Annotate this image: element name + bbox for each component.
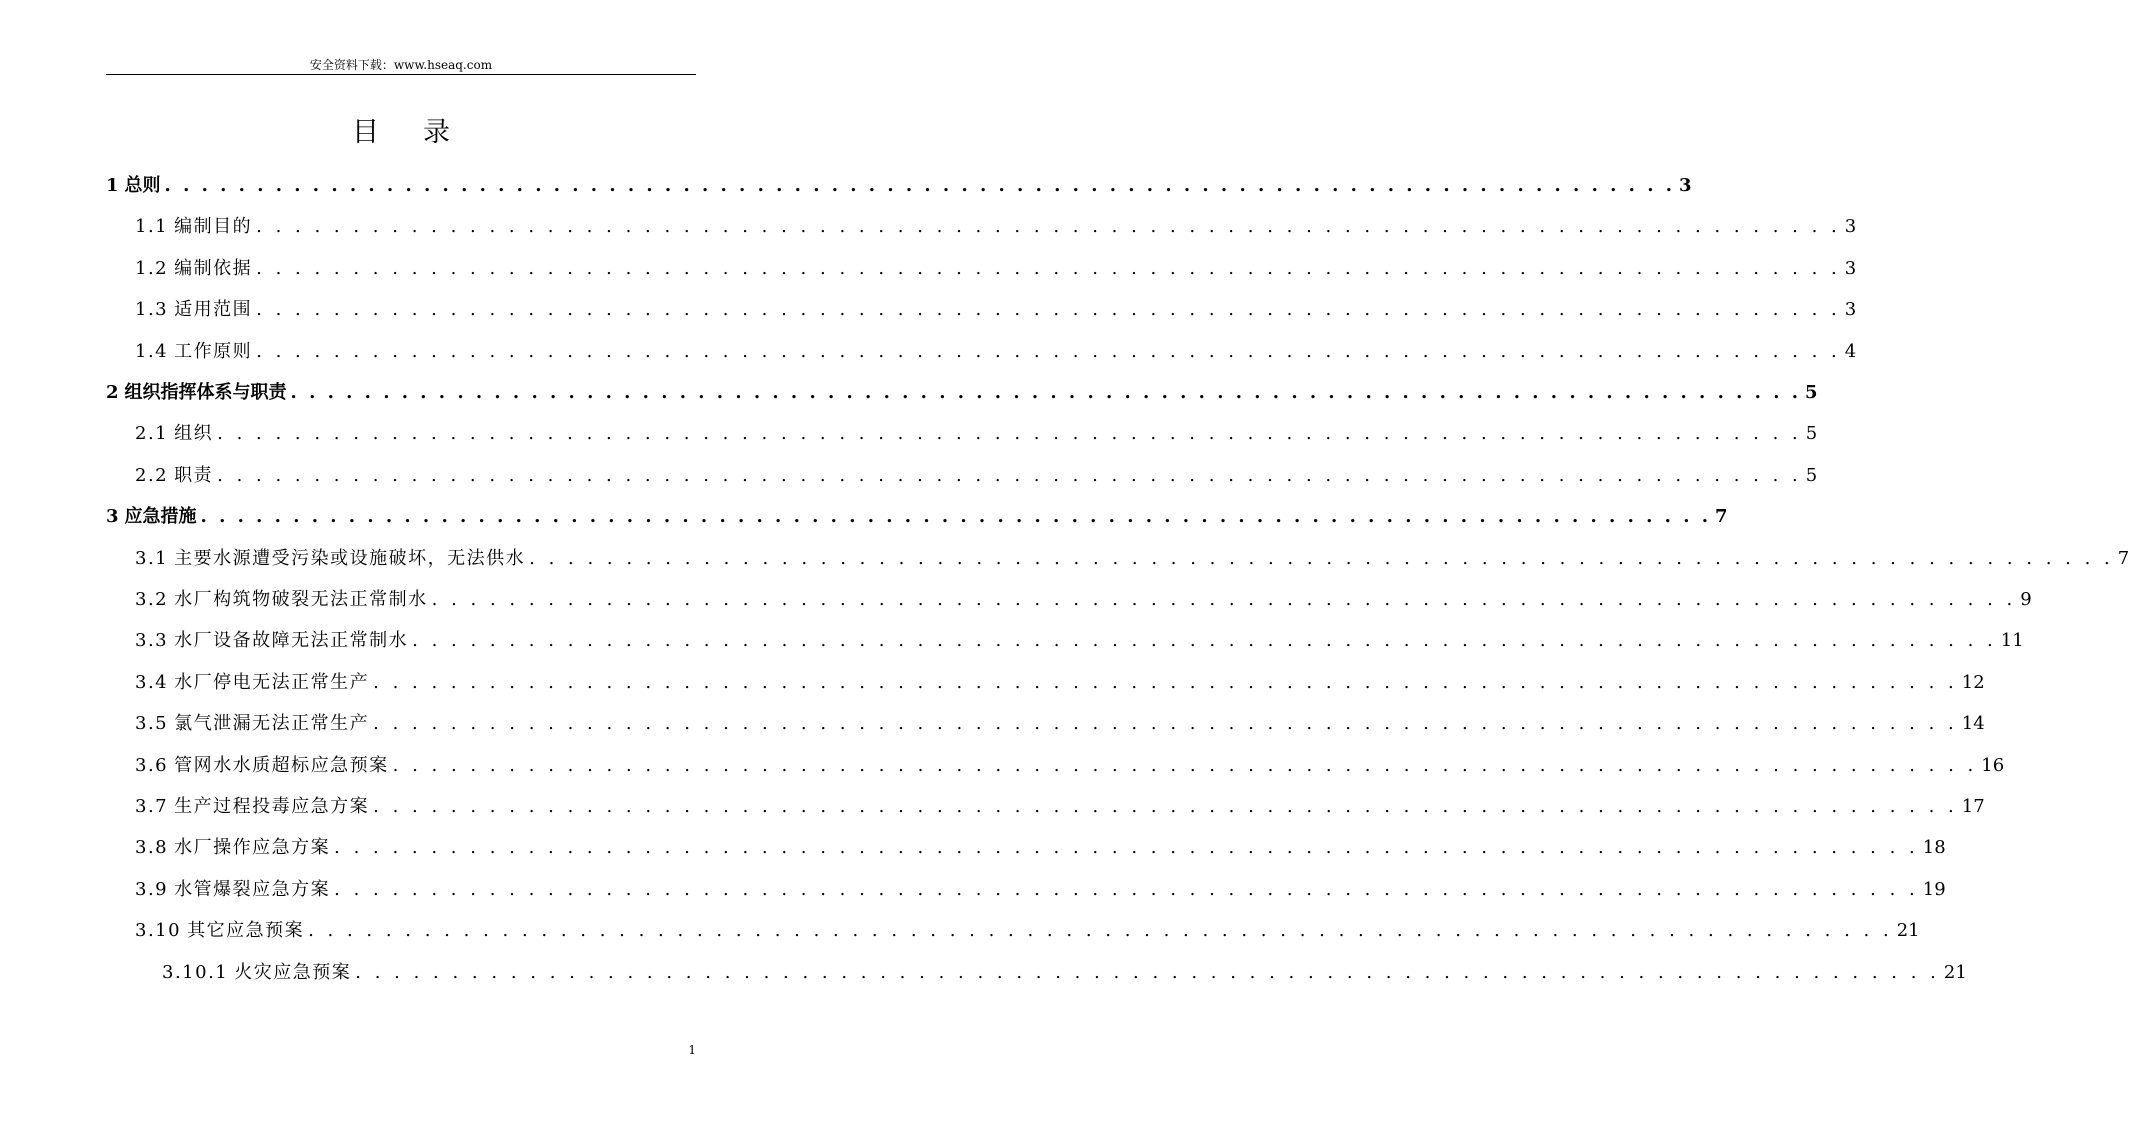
toc-entry-page: 9 (2020, 589, 2032, 610)
toc-dot-leader: . . . . . . . . . . . . . . . . . . . . . . . . . . . . . . . . . . . . . . . . . . . . . . . . . . . . . . . . . . . . . . . . . . . . . . . . . . . . . . . . . . (334, 837, 1919, 859)
toc-entry[interactable] (106, 379, 1818, 407)
toc-entry-title: 其它应急预案 (187, 920, 305, 942)
toc-dot-leader: . . . . . . . . . . . . . . . . . . . . . . . . . . . . . . . . . . . . . . . . . . . . . . . . . . . . . . . . . . . . . . . . . . . . . . . . . . . . . . . . . . (256, 257, 1841, 279)
toc-entry-title: 管网水水质超标应急预案 (174, 754, 389, 776)
toc-entry[interactable] (135, 296, 1857, 324)
toc-entry-number: 2.1 (135, 423, 169, 445)
toc-entry-number: 3.2 (135, 589, 169, 610)
toc-entry[interactable] (135, 255, 1857, 283)
toc-dot-leader: . . . . . . . . . . . . . . . . . . . . . . . . . . . . . . . . . . . . . . . . . . . . . . . . . . . . . . . . . . . . . . . . . . . . . . . . . . . . . . . . . . (355, 961, 1940, 983)
toc-entry-number: 3 (106, 506, 119, 528)
toc-entry-number: 3.7 (135, 796, 169, 817)
toc-entry-number: 3.10.1 (162, 961, 229, 983)
toc-entry-title: 水厂操作应急方案 (174, 837, 331, 859)
toc-entry-title: 编制依据 (174, 257, 253, 279)
toc-entry-page: 14 (1961, 713, 1985, 735)
toc-entry-title: 职责 (174, 464, 214, 486)
toc-entry[interactable] (106, 503, 1728, 531)
toc-dot-leader: . . . . . . . . . . . . . . . . . . . . . . . . . . . . . . . . . . . . . . . . . . . . . . . . . . . . . . . . . . . . . . . . . . . . . . . . . . . . . . . . . . (217, 464, 1802, 486)
toc-entry-page: 5 (1805, 464, 1818, 486)
toc-entry[interactable] (135, 793, 1985, 821)
toc-entry[interactable] (135, 669, 1985, 697)
toc-dot-leader: . . . . . . . . . . . . . . . . . . . . . . . . . . . . . . . . . . . . . . . . . . . . . . . . . . . . . . . . . . . . . . . . . . . . . . . . . . . . . . . . . . (373, 671, 1958, 693)
toc-entry-number: 1.4 (135, 340, 169, 362)
toc-entry-page: 7 (2117, 547, 2129, 569)
toc-entry-page: 3 (1844, 299, 1857, 321)
toc-dot-leader: . . . . . . . . . . . . . . . . . . . . . . . . . . . . . . . . . . . . . . . . . . . . . . . . . . . . . . . . . . . . . . . . . . . . . . . . . . . . . . . . . . (164, 175, 1675, 196)
toc-entry-page: 3 (1844, 257, 1857, 279)
toc-entry[interactable] (135, 420, 1818, 448)
toc-entry-number: 1.1 (135, 216, 169, 238)
toc-entry-page: 17 (1961, 796, 1985, 817)
toc-entry[interactable] (135, 752, 2005, 780)
toc-entry-title: 适用范围 (174, 299, 253, 321)
toc-entry-page: 7 (1715, 506, 1728, 528)
toc-entry-page: 18 (1922, 837, 1946, 859)
toc-dot-leader: . . . . . . . . . . . . . . . . . . . . . . . . . . . . . . . . . . . . . . . . . . . . . . . . . . . . . . . . . . . . . . . . . . . . . . . . . . . . . . . . . . (256, 216, 1841, 238)
toc-entry-page: 11 (2000, 630, 2024, 652)
toc-entry-title: 火灾应急预案 (234, 961, 352, 983)
toc-entry-number: 3.3 (135, 630, 169, 652)
toc-entry-title: 应急措施 (124, 506, 197, 528)
toc-entry-title: 水厂构筑物破裂无法正常制水 (174, 589, 428, 610)
toc-dot-leader: . . . . . . . . . . . . . . . . . . . . . . . . . . . . . . . . . . . . . . . . . . . . . . . . . . . . . . . . . . . . . . . . . . . . . . . . . . . . . . . . . . (431, 589, 2017, 610)
toc-entry-number: 3.6 (135, 754, 169, 776)
toc-dot-leader: . . . . . . . . . . . . . . . . . . . . . . . . . . . . . . . . . . . . . . . . . . . . . . . . . . . . . . . . . . . . . . . . . . . . . . . . . . . . . . . . . . (412, 630, 1997, 652)
toc-title: 目录 (352, 117, 494, 148)
toc-entry-number: 3.5 (135, 713, 169, 735)
toc-entry[interactable] (135, 710, 1985, 738)
toc-entry-number: 3.8 (135, 837, 169, 859)
toc-dot-leader: . . . . . . . . . . . . . . . . . . . . . . . . . . . . . . . . . . . . . . . . . . . . . . . . . . . . . . . . . . . . . . . . . . . . . . . . . . . . . . . . . . (529, 547, 2114, 569)
toc-entry[interactable] (135, 627, 2024, 655)
toc-entry-title: 生产过程投毒应急方案 (174, 796, 370, 817)
toc-entry-number: 2.2 (135, 464, 169, 486)
toc-entry[interactable] (135, 834, 1946, 862)
toc-entry-page: 3 (1679, 175, 1692, 196)
toc-entry[interactable] (135, 338, 1857, 366)
toc-dot-leader: . . . . . . . . . . . . . . . . . . . . . . . . . . . . . . . . . . . . . . . . . . . . . . . . . . . . . . . . . . . . . . . . . . . . . . . . . . . . . . . . . . (200, 506, 1711, 528)
toc-entry-number: 1 (106, 175, 119, 196)
toc-entry-title: 工作原则 (174, 340, 253, 362)
page-header: 安全资料下载：www.hseaq.com (309, 58, 493, 72)
toc-entry-number: 3.10 (135, 920, 182, 942)
toc-entry-title: 氯气泄漏无法正常生产 (174, 713, 370, 735)
toc-entry-page: 5 (1805, 423, 1818, 445)
toc-entry-title: 组织指挥体系与职责 (124, 382, 287, 403)
toc-dot-leader: . . . . . . . . . . . . . . . . . . . . . . . . . . . . . . . . . . . . . . . . . . . . . . . . . . . . . . . . . . . . . . . . . . . . . . . . . . . . . . . . . . (256, 299, 1841, 321)
toc-dot-leader: . . . . . . . . . . . . . . . . . . . . . . . . . . . . . . . . . . . . . . . . . . . . . . . . . . . . . . . . . . . . . . . . . . . . . . . . . . . . . . . . . . (256, 340, 1841, 362)
toc-entry-number: 3.1 (135, 547, 169, 569)
toc-dot-leader: . . . . . . . . . . . . . . . . . . . . . . . . . . . . . . . . . . . . . . . . . . . . . . . . . . . . . . . . . . . . . . . . . . . . . . . . . . . . . . . . . . (217, 423, 1802, 445)
toc-entry-number: 1.3 (135, 299, 169, 321)
toc-entry-title: 水管爆裂应急方案 (174, 878, 331, 900)
toc-entry-page: 21 (1943, 961, 1967, 983)
toc-entry-title: 主要水源遭受污染或设施破坏，无法供水 (174, 547, 526, 569)
toc-entry-page: 16 (1981, 754, 2005, 776)
toc-entry-title: 组织 (174, 423, 214, 445)
page-number: 1 (688, 1043, 696, 1057)
toc-entry-title: 水厂设备故障无法正常制水 (174, 630, 409, 652)
toc-entry-page: 12 (1961, 671, 1985, 693)
toc-entry[interactable] (135, 876, 1946, 904)
toc-entry-title: 编制目的 (174, 216, 253, 238)
toc-entry-title: 水厂停电无法正常生产 (174, 671, 370, 693)
toc-dot-leader: . . . . . . . . . . . . . . . . . . . . . . . . . . . . . . . . . . . . . . . . . . . . . . . . . . . . . . . . . . . . . . . . . . . . . . . . . . . . . . . . . . (290, 382, 1801, 403)
toc-dot-leader: . . . . . . . . . . . . . . . . . . . . . . . . . . . . . . . . . . . . . . . . . . . . . . . . . . . . . . . . . . . . . . . . . . . . . . . . . . . . . . . . . . (334, 878, 1919, 900)
toc-entry-number: 2 (106, 382, 119, 403)
toc-entry-page: 5 (1805, 382, 1818, 403)
toc-entry[interactable] (135, 213, 1857, 241)
toc-dot-leader: . . . . . . . . . . . . . . . . . . . . . . . . . . . . . . . . . . . . . . . . . . . . . . . . . . . . . . . . . . . . . . . . . . . . . . . . . . . . . . . . . . (392, 754, 1978, 776)
toc-entry-number: 3.4 (135, 671, 169, 693)
toc-entry-page: 19 (1922, 878, 1946, 900)
toc-dot-leader: . . . . . . . . . . . . . . . . . . . . . . . . . . . . . . . . . . . . . . . . . . . . . . . . . . . . . . . . . . . . . . . . . . . . . . . . . . . . . . . . . . (373, 713, 1958, 735)
toc-entry[interactable] (135, 917, 1920, 945)
toc-entry[interactable] (135, 545, 2129, 573)
toc-dot-leader: . . . . . . . . . . . . . . . . . . . . . . . . . . . . . . . . . . . . . . . . . . . . . . . . . . . . . . . . . . . . . . . . . . . . . . . . . . . . . . . . . . (373, 796, 1958, 817)
toc-entry[interactable] (106, 172, 1692, 200)
toc-entry[interactable] (162, 959, 1967, 987)
toc-entry-number: 3.9 (135, 878, 169, 900)
toc-dot-leader: . . . . . . . . . . . . . . . . . . . . . . . . . . . . . . . . . . . . . . . . . . . . . . . . . . . . . . . . . . . . . . . . . . . . . . . . . . . . . . . . . . (308, 920, 1893, 942)
toc-entry-page: 3 (1844, 216, 1857, 238)
toc-entry-page: 4 (1844, 340, 1857, 362)
toc-entry[interactable] (135, 586, 2032, 614)
toc-entry[interactable] (135, 462, 1818, 490)
toc-entry-number: 1.2 (135, 257, 169, 279)
toc-entry-page: 21 (1896, 920, 1920, 942)
toc-entry-title: 总则 (124, 175, 161, 196)
